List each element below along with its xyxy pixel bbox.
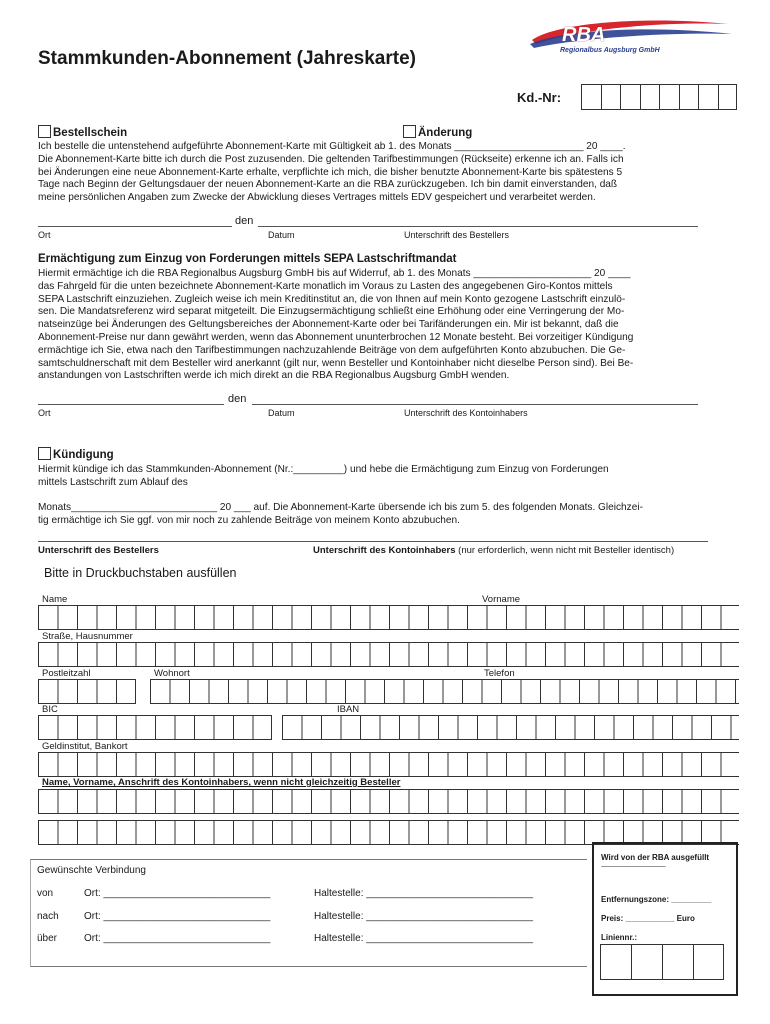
- nach-haltestelle[interactable]: Haltestelle: ______________________________: [314, 911, 534, 922]
- aenderung-option[interactable]: [403, 125, 472, 139]
- kuendigung-label: Kündigung: [53, 449, 114, 461]
- bestellschein-option[interactable]: [38, 125, 127, 139]
- bic-field[interactable]: [38, 715, 272, 740]
- sepa-datum-label: Datum: [268, 408, 295, 418]
- kuendigung-text: Hiermit kündige ich das Stammkunden-Abonnement (Nr.:_________) und hebe die Ermächtigung zum Einzug von Forderungen mittels Lastschrift zum Ablauf des Monats__________________________ 20 ___ auf. Die Abonnement-Karte übersende ich bis zum 5. des folgenden Monats. Gleichzei- tig ermächtige ich Sie ggf. von mir noch zu zahlende Beiträge von meinem Konto abzubuchen.: [38, 464, 643, 527]
- kuendigung-option[interactable]: [38, 447, 114, 461]
- kuendigung-sig-kontoinhaber: Unterschrift des Kontoinhabers: [313, 545, 456, 556]
- kdnr-label: Kd.-Nr:: [517, 90, 562, 105]
- sepa-ort-line[interactable]: [38, 404, 224, 405]
- aenderung-label: Änderung: [418, 127, 473, 139]
- logo-subtitle: Regionalbus Augsburg GmbH: [560, 47, 660, 54]
- sepa-den: den: [228, 393, 247, 405]
- bestellschein-checkbox[interactable]: [38, 125, 51, 138]
- order-text: Ich bestelle die untenstehend aufgeführte Abonnement-Karte mit Gültigkeit ab 1. des Monats _______________________ 20 ____. Die Abonnement-Karte bitte ich durch die Post zuzusenden. Die geltenden Tarifbestimmungen (Rückseite) erkenne ich an. Falls ich bei Änderungen eine neue Abonnement-Karte erhalte, verpflichte ich mich, die bisher benutzte Abonnement-Karte bis spätestens 5 Tage nach Beginn der Geltungsdauer der neuen Abonnement-Karte an die RBA zurückzugeben. Ich bin damit einverstanden, daß meine persönlichen Angaben zum Zwecke der Abwicklung dieses Vertrages mittels EDV gespeichert und verarbeitet werden.: [38, 141, 626, 204]
- bank-field[interactable]: [38, 752, 739, 777]
- plz-field[interactable]: [38, 679, 136, 704]
- verbindung-section: [30, 859, 587, 967]
- vorname-label: Vorname: [482, 594, 521, 605]
- nach-label: nach: [37, 911, 59, 922]
- telefon-label: Telefon: [484, 668, 515, 679]
- ueber-haltestelle[interactable]: Haltestelle: ______________________________: [314, 933, 534, 944]
- von-ort[interactable]: Ort: ______________________________: [84, 888, 271, 899]
- bic-label: BIC: [42, 704, 58, 715]
- order-ort-label: Ort: [38, 230, 51, 240]
- page-title: Stammkunden-Abonnement (Jahreskarte): [38, 48, 416, 69]
- order-datum-label: Datum: [268, 230, 295, 240]
- kontoinhaber-label: Name, Vorname, Anschrift des Kontoinhabers, wenn nicht gleichzeitig Besteller: [42, 777, 401, 788]
- wohnort-field[interactable]: [150, 679, 739, 704]
- von-label: von: [37, 888, 54, 899]
- kuendigung-checkbox[interactable]: [38, 447, 51, 460]
- sepa-signature-label: Unterschrift des Kontoinhabers: [404, 408, 528, 418]
- iban-field[interactable]: [282, 715, 739, 740]
- kuendigung-sign-line[interactable]: [38, 541, 708, 542]
- name-field[interactable]: [38, 605, 739, 630]
- logo: [528, 14, 734, 58]
- plz-label: Postleitzahl: [42, 668, 91, 679]
- kuendigung-sig-kontoinhaber-wrap: [313, 544, 674, 557]
- iban-label: IBAN: [337, 704, 360, 715]
- bestellschein-label: Bestellschein: [53, 127, 128, 139]
- sepa-date-sign-line[interactable]: [252, 404, 698, 405]
- kuendigung-sig-note: (nur erforderlich, wenn nicht mit Besteller identisch): [458, 545, 675, 556]
- sepa-ort-label: Ort: [38, 408, 51, 418]
- strasse-label: Straße, Hausnummer: [42, 631, 133, 642]
- kuendigung-sig-besteller: Unterschrift des Bestellers: [38, 545, 159, 556]
- bank-label: Geldinstitut, Bankort: [42, 741, 128, 752]
- aenderung-checkbox[interactable]: [403, 125, 416, 138]
- verbindung-title: Gewünschte Verbindung: [37, 865, 146, 876]
- rba-box-zone[interactable]: Entfernungszone: _________: [601, 895, 712, 904]
- ueber-label: über: [37, 933, 58, 944]
- rba-box-dashes: -------------------------------------------: [601, 864, 666, 870]
- kontoinhaber-field-1[interactable]: [38, 789, 739, 814]
- nach-ort[interactable]: Ort: ______________________________: [84, 911, 271, 922]
- order-den: den: [235, 215, 254, 227]
- logo-text: RBA: [562, 24, 606, 46]
- rba-office-box: [592, 842, 738, 996]
- order-date-sign-line[interactable]: [258, 226, 698, 227]
- name-label: Name: [42, 594, 68, 605]
- form-instruction: Bitte in Druckbuchstaben ausfüllen: [44, 566, 237, 580]
- order-signature-label: Unterschrift des Bestellers: [404, 230, 510, 240]
- order-ort-line[interactable]: [38, 226, 232, 227]
- von-haltestelle[interactable]: Haltestelle: ______________________________: [314, 888, 534, 899]
- ueber-ort[interactable]: Ort: ______________________________: [84, 933, 271, 944]
- rba-box-title: Wird von der RBA ausgefüllt: [601, 853, 710, 862]
- liniennr-boxes[interactable]: [600, 944, 724, 980]
- sepa-heading: Ermächtigung zum Einzug von Forderungen mittels SEPA Lastschriftmandat: [38, 253, 457, 265]
- kdnr-boxes[interactable]: [581, 84, 737, 110]
- strasse-field[interactable]: [38, 642, 739, 667]
- wohnort-label: Wohnort: [154, 668, 190, 679]
- rba-box-preis[interactable]: Preis: ___________ Euro: [601, 914, 695, 923]
- rba-box-linie: Liniennr.:: [601, 933, 637, 942]
- sepa-text: Hiermit ermächtige ich die RBA Regionalbus Augsburg GmbH bis auf Widerruf, ab 1. des Monats _____________________ 20 ____ das Fahrgeld für die unten bezeichnete Abonnement-Karte monatlich im Voraus zu Lasten des angegebenen Giro-Kontos mittels SEPA Lastschrift einzuziehen. Zugleich weise ich mein Kreditinstitut an, die von Ihnen auf mein Konto gezogene Lastschrift einzulö- sen. Die Mandatsreferenz wird separat mitgeteilt. Die Einzugsermächtigung schließt eine Erhöhung oder eine Verringerung der Mo- natseinzüge bei Änderungen des Geltungsbereiches der Abonnement-Karte oder bei Tarifänderungen ein. Mir ist bekannt, daß die Abonnement-Preise nur dann gewährt werden, wenn das Abonnement ununterbrochen 12 Monate besteht. Bei vorzeitiger Kündigung ermächtige ich Sie, etwa nach den Tarifbestimmungen nachzuzahlende Beiträge von dem aufgeführten Konto abzubuchen. Die Ge- samtschuldnerschaft mit dem Besteller wird anerkannt (gilt nur, wenn Besteller und Kontoinhaber nicht dieselbe Person sind). Bei Be- anstandungen von Lastschriften werde ich mich direkt an die RBA Regionalbus Augsburg GmbH wenden.: [38, 268, 634, 382]
